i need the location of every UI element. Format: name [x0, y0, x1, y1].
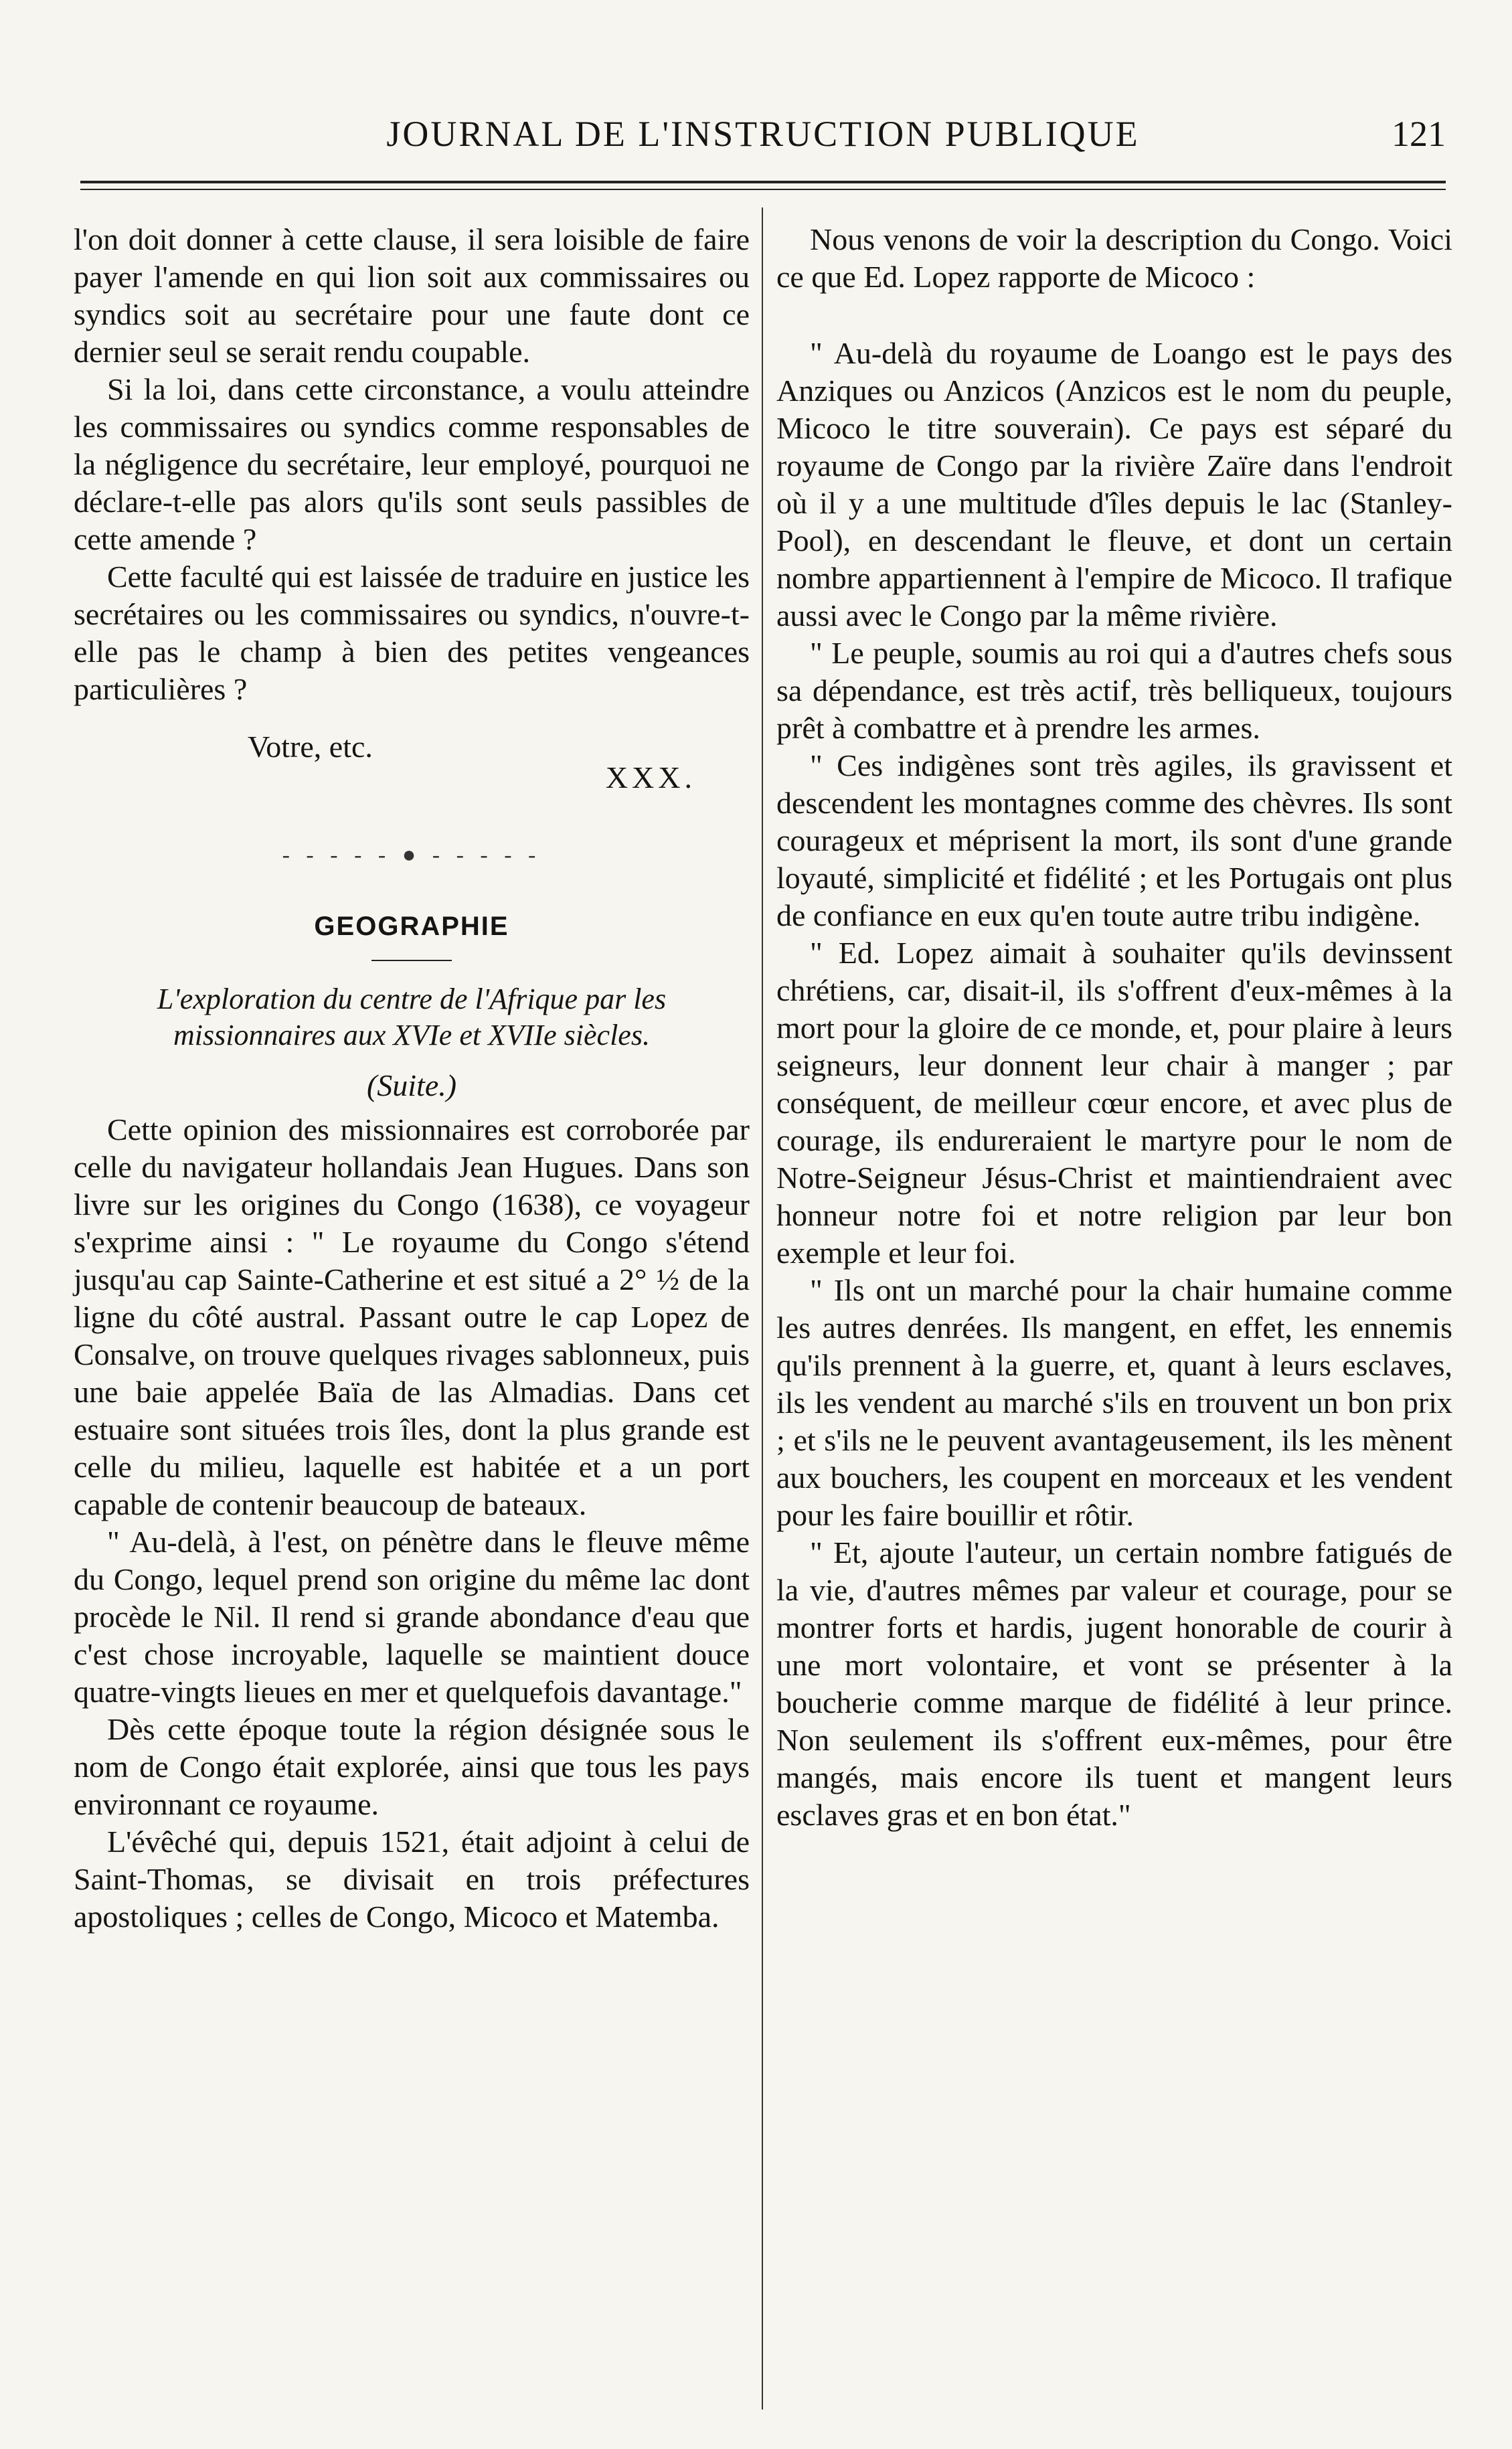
page-header [80, 107, 1446, 161]
continued-label: (Suite.) [366, 1068, 457, 1102]
column-divider [762, 207, 763, 2410]
letter-sign-off: Votre, etc. [248, 730, 373, 764]
heading-rule [371, 960, 452, 961]
left-column [74, 221, 750, 1936]
article-paragraph: L'évêché qui, depuis 1521, était adjoint à celui de Saint-Thomas, se divisait en trois préfectures apostoliques ; celles de Congo, Micoco et Matemba. [74, 1825, 750, 1934]
letter-paragraph: l'on doit donner à cette clause, il sera loisible de faire payer l'amende en qui lion soit aux commissaires ou syndics soit au secrétaire pour une faute dont ce dernier seul se serait rendu coupable. [74, 222, 750, 369]
article-paragraph: " Au-delà, à l'est, on pénètre dans le fleuve même du Congo, lequel prend son origine du même lac dont procède le Nil. Il rend si grande abondance d'eau que c'est chose incroyable, laquelle se maintient douce quatre-vingts lieues en mer et quelquefois davantage." [74, 1525, 750, 1709]
section-ornament: - - - - - ● - - - - - [282, 843, 541, 867]
letter-signature: XXX. [605, 760, 696, 794]
right-column [776, 221, 1452, 1834]
article-paragraph: " Ed. Lopez aimait à souhaiter qu'ils devinssent chrétiens, car, disait-il, ils s'offrent d'eux-mêmes à la mort pour la gloire de ce monde, et, pour plaire à leurs seigneurs, leur donnent leur chair à manger ; par conséquent, de meilleur cœur encore, et avec plus de courage, ils endureraient le martyre pour le nom de Notre-Seigneur Jésus-Christ et maintiendraient avec honneur notre foi et notre religion par leur bon exemple et leur foi. [776, 936, 1452, 1270]
article-paragraph: " Ils ont un marché pour la chair humaine comme les autres denrées. Ils mangent, en effet, les ennemis qu'ils prennent à la guerre, et, quant à leurs esclaves, ils les vendent au marché s'ils en trouvent un bon prix ; et s'ils ne le peuvent avantageusement, ils les mènent aux bouchers, les coupent en morceaux et les vendent pour les faire bouillir et rôtir. [776, 1273, 1452, 1532]
article-paragraph: Cette opinion des missionnaires est corroborée par celle du navigateur hollandais Jean Hugues. Dans son livre sur les origines du Congo (1638), ce voyageur s'exprime ainsi : " Le royaume du Congo s'étend jusqu'au cap Sainte-Catherine et est situé a 2° ½ de la ligne du côté austral. Passant outre le cap Lopez de Consalve, on trouve quelques rivages sablonneux, puis une baie appelée Baïa de las Almadias. Dans cet estuaire sont situées trois îles, dont la plus grande est celle du milieu, laquelle est habitée et a un port capable de contenir beaucoup de bateaux. [74, 1112, 750, 1521]
section-heading: GEOGRAPHIE [314, 912, 509, 941]
article-intro: Nous venons de voir la description du Congo. Voici ce que Ed. Lopez rapporte de Micoco : [776, 222, 1452, 294]
letter-paragraph: Si la loi, dans cette circonstance, a voulu atteindre les commissaires ou syndics comme responsables de la négligence du secrétaire, leur employé, pourquoi ne déclare-t-elle pas alors qu'ils sont seuls passibles de cette amende ? [74, 372, 750, 556]
header-rule [80, 181, 1446, 190]
article-paragraph: " Le peuple, soumis au roi qui a d'autres chefs sous sa dépendance, est très actif, très belliqueux, toujours prêt à combattre et à prendre les armes. [776, 636, 1452, 745]
running-title: JOURNAL DE L'INSTRUCTION PUBLIQUE [386, 114, 1140, 154]
article-title: L'exploration du centre de l'Afrique par les missionnaires aux XVIe et XVIIe siècles. [157, 983, 667, 1051]
article-paragraph: " Au-delà du royaume de Loango est le pays des Anziques ou Anzicos (Anzicos est le nom du peuple, Micoco le titre souverain). Ce pays est séparé du royaume de Congo par la rivière Zaïre dans l'endroit où il y a une multitude d'îles depuis le lac (Stanley-Pool), en descendant le fleuve, et dont un certain nombre appartiennent à l'empire de Micoco. Il trafique aussi avec le Congo par la même rivière. [776, 336, 1452, 632]
page-number: 121 [1392, 114, 1446, 154]
letter-paragraph: Cette faculté qui est laissée de traduire en justice les secrétaires ou les commissaires ou syndics, n'ouvre-t-elle pas le champ à bien des petites vengeances particulières ? [74, 560, 750, 706]
paragraph-gap [776, 296, 1452, 335]
article-paragraph: Dès cette époque toute la région désignée sous le nom de Congo était explorée, ainsi que tous les pays environnant ce royaume. [74, 1712, 750, 1821]
article-paragraph: " Ces indigènes sont très agiles, ils gravissent et descendent les montagnes comme des chèvres. Ils sont courageux et méprisent la mort, ils sont d'une grande loyauté, simplicité et fidélité ; et les Portugais ont plus de confiance en eux qu'en toute autre tribu indigène. [776, 748, 1452, 932]
article-paragraph: " Et, ajoute l'auteur, un certain nombre fatigués de la vie, d'autres mêmes par valeur et courage, pour se montrer forts et hardis, jugent honorable de courir à une mort volontaire, et vont se présenter à la boucherie comme marque de fidélité à leur prince. Non seulement ils s'offrent eux-mêmes, pour être mangés, mais encore ils tuent et mangent leurs esclaves gras et en bon état." [776, 1535, 1452, 1832]
